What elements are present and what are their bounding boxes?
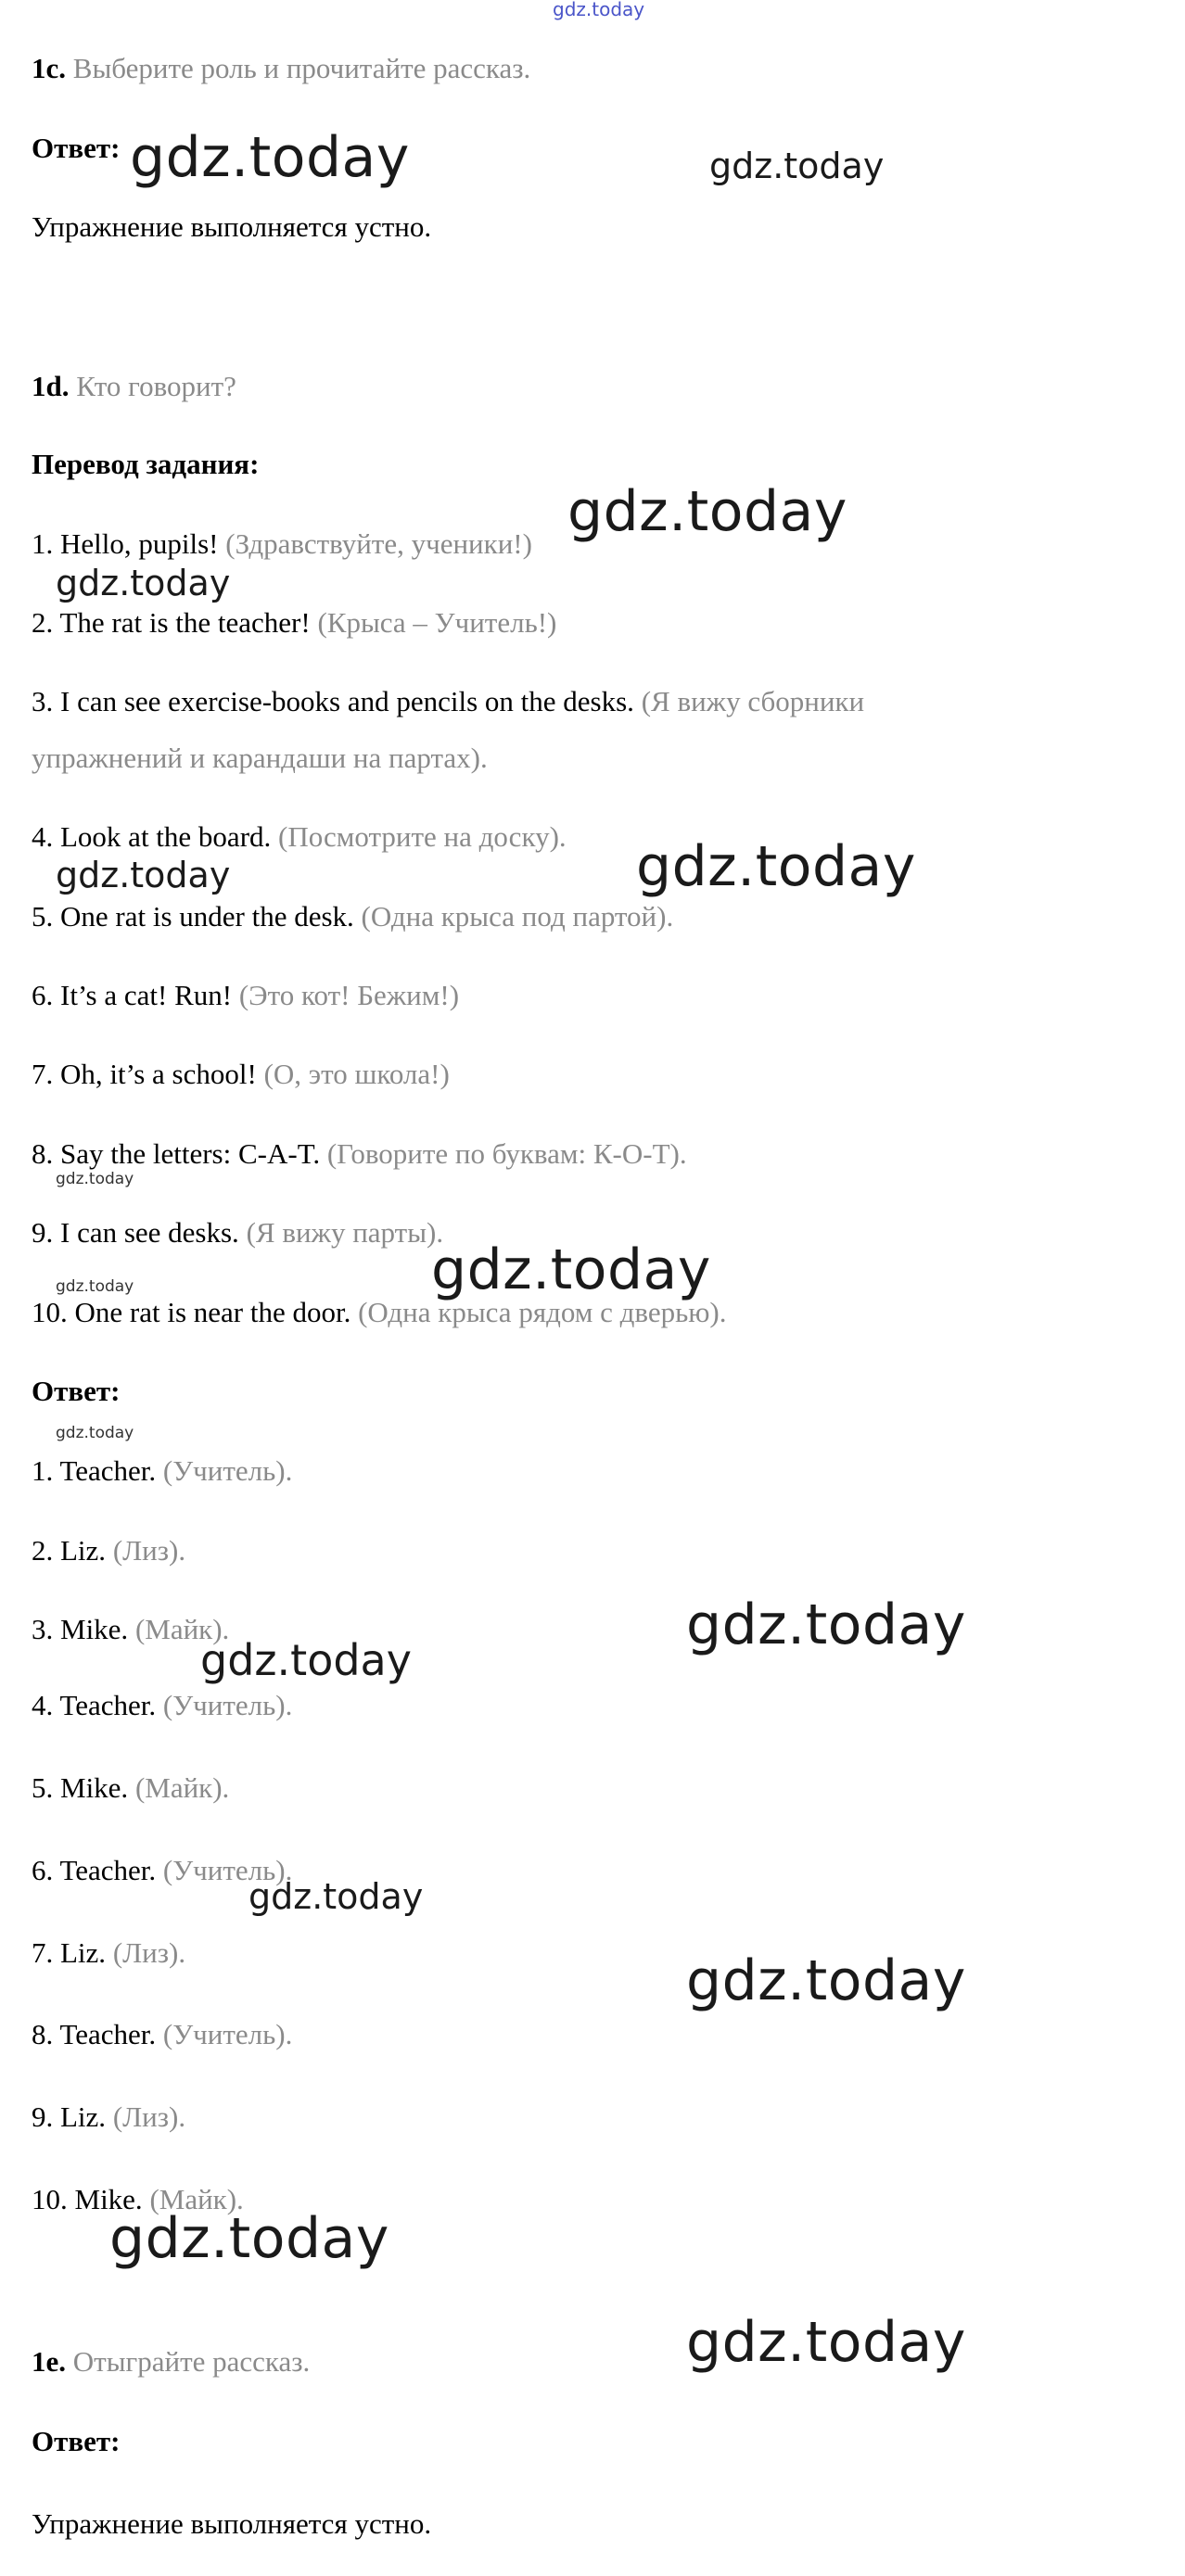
- exercise-1d-heading: [32, 368, 236, 405]
- dialog-line: [32, 977, 459, 1014]
- watermark: gdz.today: [56, 563, 231, 603]
- translation-label: Перевод задания:: [32, 448, 260, 480]
- dialog-english: 10. One rat is near the door.: [32, 1296, 351, 1328]
- dialog-russian: (Одна крыса под партой).: [361, 900, 674, 933]
- dialog-line: [32, 604, 556, 641]
- dialog-english: 5. One rat is under the desk.: [32, 900, 354, 933]
- watermark: gdz.today: [109, 2206, 389, 2271]
- watermark: gdz.today: [686, 1593, 966, 1657]
- answer-russian: (Лиз).: [112, 1534, 186, 1567]
- dialog-line: [32, 1214, 443, 1251]
- dialog-line: [32, 818, 567, 856]
- answer-english: 4. Teacher.: [32, 1689, 157, 1721]
- watermark: gdz.today: [686, 2310, 966, 2375]
- dialog-english: 4. Look at the board.: [32, 820, 272, 853]
- dialog-english: 2. The rat is the teacher!: [32, 606, 311, 639]
- dialog-english: 1. Hello, pupils!: [32, 527, 219, 560]
- watermark: gdz.today: [636, 834, 916, 899]
- dialog-line: [32, 526, 532, 563]
- answer-english: 2. Liz.: [32, 1534, 107, 1567]
- answer-russian: (Майк).: [134, 1613, 230, 1645]
- dialog-russian: (Я вижу парты).: [246, 1216, 444, 1249]
- dialog-english: 3. I can see exercise-books and pencils on the desks.: [32, 685, 634, 717]
- watermark: gdz.today: [686, 1948, 966, 2013]
- dialog-russian-continued: упражнений и карандаши на партах).: [32, 742, 488, 774]
- answer-item: [32, 2016, 292, 2053]
- dialog-line: [32, 1056, 450, 1093]
- answer-text: Упражнение выполняется устно.: [32, 210, 432, 243]
- exercise-task: Кто говорит?: [76, 370, 236, 402]
- dialog-english: 7. Oh, it’s a school!: [32, 1058, 257, 1090]
- answer-item: [32, 1935, 185, 1972]
- dialog-russian: (О, это школа!): [263, 1058, 450, 1090]
- answer-english: 8. Teacher.: [32, 2018, 157, 2050]
- dialog-russian: (Одна крыса рядом с дверью).: [358, 1296, 727, 1328]
- dialog-line: [32, 683, 864, 720]
- exercise-task: Отыграйте рассказ.: [72, 2345, 311, 2378]
- watermark: gdz.today: [130, 125, 410, 190]
- watermark: gdz.today: [200, 1635, 412, 1685]
- dialog-line: [32, 1136, 687, 1173]
- dialog-russian: (Это кот! Бежим!): [238, 979, 460, 1011]
- answer-label: Ответ:: [32, 132, 121, 164]
- answer-russian: (Майк).: [134, 1771, 230, 1804]
- answer-russian: (Учитель).: [162, 2018, 293, 2050]
- answer-item: [32, 1453, 292, 1490]
- exercise-number: 1e.: [32, 2345, 67, 2378]
- exercise-number: 1d.: [32, 370, 70, 402]
- watermark: gdz.today: [56, 1170, 134, 1188]
- answer-russian: (Лиз).: [112, 1936, 186, 1969]
- exercise-number: 1c.: [32, 52, 67, 84]
- dialog-russian: (Я вижу сборники: [641, 685, 865, 717]
- exercise-1c-heading: [32, 50, 530, 87]
- dialog-english: 6. It’s a cat! Run!: [32, 979, 233, 1011]
- watermark: gdz.today: [431, 1237, 711, 1302]
- answer-english: 1. Teacher.: [32, 1454, 157, 1487]
- answer-item: [32, 1770, 229, 1807]
- exercise-1e-heading: [32, 2343, 310, 2380]
- answer-russian: (Майк).: [149, 2183, 244, 2215]
- answer-item: [32, 1687, 292, 1724]
- watermark: gdz.today: [709, 146, 885, 186]
- answer-english: 5. Mike.: [32, 1771, 129, 1804]
- dialog-russian: (Посмотрите на доску).: [278, 820, 567, 853]
- dialog-english: 9. I can see desks.: [32, 1216, 239, 1249]
- dialog-russian: (Крыса – Учитель!): [317, 606, 557, 639]
- watermark: gdz.today: [56, 1424, 134, 1442]
- dialog-english: 8. Say the letters: C-A-T.: [32, 1137, 321, 1170]
- dialog-line: [32, 898, 673, 935]
- answer-english: 3. Mike.: [32, 1613, 129, 1645]
- dialog-russian: (Говорите по буквам: К-О-Т).: [326, 1137, 687, 1170]
- dialog-russian: (Здравствуйте, ученики!): [225, 527, 532, 560]
- watermark: gdz.today: [56, 855, 231, 895]
- watermark: gdz.today: [567, 479, 847, 544]
- answer-english: 10. Mike.: [32, 2183, 143, 2215]
- answer-english: 9. Liz.: [32, 2100, 107, 2133]
- answer-russian: (Учитель).: [162, 1454, 293, 1487]
- answer-label: Ответ:: [32, 2425, 121, 2457]
- answer-item: [32, 2099, 185, 2136]
- watermark: gdz.today: [56, 1277, 134, 1296]
- answer-russian: (Учитель).: [162, 1854, 293, 1886]
- answer-english: 6. Teacher.: [32, 1854, 157, 1886]
- watermark: gdz.today: [553, 0, 645, 20]
- watermark: gdz.today: [248, 1876, 424, 1917]
- exercise-task: Выберите роль и прочитайте рассказ.: [72, 52, 531, 84]
- answer-russian: (Учитель).: [162, 1689, 293, 1721]
- answer-item: [32, 1532, 185, 1569]
- answer-text: Упражнение выполняется устно.: [32, 2507, 432, 2540]
- answer-english: 7. Liz.: [32, 1936, 107, 1969]
- answer-label: Ответ:: [32, 1375, 121, 1407]
- answer-russian: (Лиз).: [112, 2100, 186, 2133]
